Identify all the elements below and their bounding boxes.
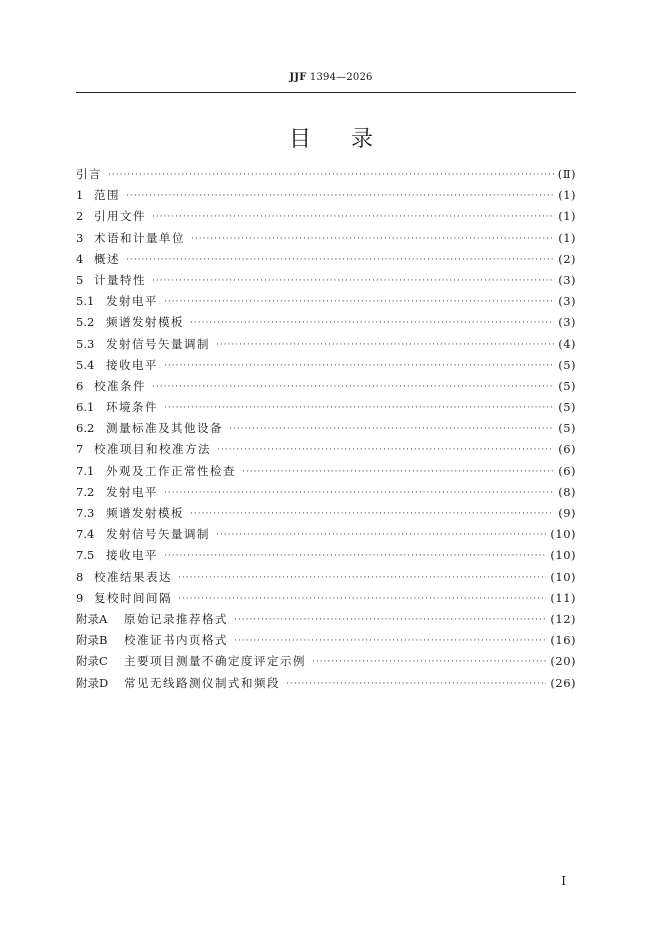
toc-entry-title: 引言 [76,167,102,181]
toc-entry-title: 发射信号矢量调制 [106,527,210,542]
toc-entry-number: 6.1 [76,400,95,415]
toc-entry-number: 7.3 [76,506,95,520]
toc-entry-page: (20) [550,654,576,669]
toc-entry[interactable] [76,441,576,462]
toc-entry-number: 8 [76,569,84,584]
toc-entry[interactable] [76,590,576,611]
toc-entry[interactable] [76,569,576,590]
toc-entry-page: (1) [558,230,576,245]
standard-number: 1394—2026 [306,72,373,83]
toc-entry-number: 7.1 [76,463,95,478]
toc-dot-leader [164,551,546,561]
toc-entry[interactable] [76,420,576,441]
toc-entry-page: (5) [558,357,576,372]
toc-entry-title: 外观及工作正常性检查 [106,463,236,478]
toc-dot-leader [126,255,554,265]
toc-dot-leader [178,573,546,583]
toc-entry-page: (16) [550,633,576,648]
toc-entry-page: (9) [558,506,576,520]
toc-entry-page: (5) [558,421,576,436]
toc-entry[interactable] [76,272,576,293]
toc-entry[interactable] [76,675,576,696]
toc-entry-title: 计量特性 [94,272,146,287]
toc-entry-title: 引用文件 [94,209,146,224]
toc-entry[interactable] [76,484,576,505]
toc-entry[interactable] [76,611,576,632]
toc-entry-page: (3) [558,294,576,309]
toc-entry-title: 发射信号矢量调制 [106,336,210,351]
toc-entry-title: 复校时间间隔 [94,590,172,605]
toc-entry-number: 5.2 [76,315,95,330]
toc-dot-leader [242,467,554,477]
toc-entry-number: 7 [76,442,84,457]
toc-dot-leader [164,403,554,413]
toc-entry[interactable] [76,336,576,357]
page-number: I [561,874,566,888]
toc-entry-number: 7.5 [76,548,95,563]
toc-entry-title: 接收电平 [106,357,158,372]
toc-entry[interactable] [76,251,576,272]
toc-entry-page: (6) [558,442,576,457]
toc-dot-leader [152,212,554,222]
toc-entry-page: (5) [558,378,576,393]
toc-entry-title: 主要项目测量不确定度评定示例 [124,654,306,669]
toc-entry-number: 附录C [76,654,108,669]
toc-entry[interactable] [76,526,576,547]
toc-dot-leader [152,276,554,286]
toc-dot-leader [190,509,554,519]
toc-entry-number: 6.2 [76,421,95,436]
toc-entry-title: 术语和计量单位 [94,230,185,245]
toc-entry-number: 3 [76,230,84,245]
toc-entry-page: (1) [558,188,576,203]
toc-dot-leader [234,636,546,646]
toc-entry-title: 接收电平 [106,548,158,563]
toc-entry-page: (1) [558,209,576,224]
toc-dot-leader [229,424,554,434]
toc-dot-leader [178,594,546,604]
toc-entry-number: 5.3 [76,336,95,351]
toc-entry-title: 常见无线路测仪制式和频段 [124,675,280,690]
toc-entry[interactable] [76,547,576,568]
toc-entry-number: 9 [76,590,84,605]
toc-entry-title: 环境条件 [106,400,158,415]
toc-dot-leader [164,361,554,371]
toc-entry-title: 频谱发射模板 [106,315,184,330]
toc-entry[interactable] [76,463,576,484]
toc-entry-page: (5) [558,400,576,415]
toc-dot-leader [217,445,554,455]
toc-entry[interactable] [76,378,576,399]
toc-entry[interactable] [76,653,576,674]
toc-dot-leader [286,679,546,689]
toc-dot-leader [234,615,546,625]
header-divider [76,92,576,93]
toc-entry-title: 校准项目和校准方法 [94,442,211,457]
toc-dot-leader [191,234,554,244]
toc-entry-number: 2 [76,209,84,224]
toc-dot-leader [216,530,546,540]
toc-entry-number: 4 [76,251,84,266]
toc-entry-title: 原始记录推荐格式 [124,611,228,626]
toc-entry-title: 测量标准及其他设备 [106,421,223,436]
toc-entry[interactable] [76,230,576,251]
toc-entry-number: 5 [76,272,84,287]
toc-entry-page: (6) [558,463,576,478]
toc-entry[interactable] [76,505,576,526]
toc-dot-leader [164,488,554,498]
toc-entry-number: 5.1 [76,294,95,309]
toc-entry[interactable] [76,293,576,314]
toc-entry-number: 6 [76,378,84,393]
toc-entry[interactable] [76,208,576,229]
toc-entry-page: (3) [558,315,576,330]
toc-dot-leader [126,191,554,201]
toc-entry-number: 附录A [76,611,108,626]
toc-entry-page: (4) [558,336,576,351]
toc-entry-title: 校准条件 [94,378,146,393]
toc-entry[interactable] [76,357,576,378]
toc-entry[interactable] [76,187,576,208]
toc-entry[interactable] [76,399,576,420]
toc-entry-title: 范围 [94,188,120,203]
toc-entry-page: (2) [558,251,576,266]
toc-dot-leader [216,340,554,350]
toc-dot-leader [312,657,546,667]
toc-entry-number: 5.4 [76,357,95,372]
toc-entry[interactable] [76,166,576,187]
toc-entry-number: 1 [76,188,84,203]
toc-entry-page: (3) [558,272,576,287]
toc-entry-title: 校准结果表达 [94,569,172,584]
standard-prefix: JJF [289,72,307,83]
toc-entry[interactable] [76,632,576,653]
toc-entry-number: 7.4 [76,527,95,542]
toc-entry-page: (11) [550,590,576,605]
toc-entry-title: 校准证书内页格式 [124,633,228,648]
document-code-header [0,72,662,83]
toc-entry-title: 发射电平 [106,484,158,499]
toc-entry-page: (10) [550,548,576,563]
toc-entry-title: 概述 [94,251,120,266]
toc-dot-leader [152,382,554,392]
page-title: 目录 [288,127,413,152]
table-of-contents [76,166,576,696]
toc-entry-page: (10) [550,569,576,584]
toc-dot-leader [108,170,554,180]
toc-entry-number: 附录D [76,675,109,690]
toc-entry-page: (12) [550,611,576,626]
toc-entry-page: (10) [550,527,576,542]
toc-entry-number: 附录B [76,633,108,648]
toc-dot-leader [190,318,554,328]
toc-entry-page: (26) [550,675,576,690]
toc-entry-page: (8) [558,484,576,499]
toc-dot-leader [164,297,554,307]
toc-entry-number: 7.2 [76,484,95,499]
toc-entry-title: 频谱发射模板 [106,506,184,520]
toc-entry-page: (Ⅱ) [557,167,576,181]
toc-entry[interactable] [76,314,576,335]
toc-entry-title: 发射电平 [106,294,158,309]
